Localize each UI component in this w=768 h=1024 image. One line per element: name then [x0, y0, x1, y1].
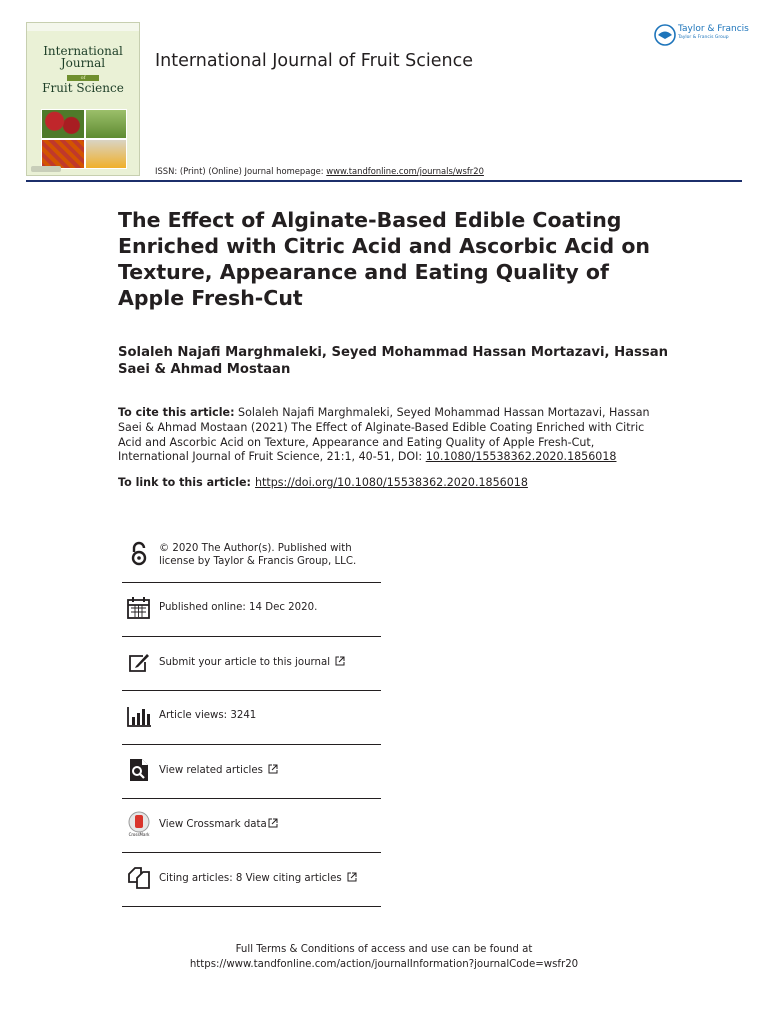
info-row-views [122, 691, 381, 745]
info-row-published [122, 583, 381, 637]
journal-homepage-link[interactable]: www.tandfonline.com/journals/wsfr20 [326, 166, 484, 176]
taylor-francis-logo[interactable] [654, 22, 754, 48]
related-search-icon [126, 757, 152, 783]
external-link-icon [335, 656, 345, 666]
terms-line1: Full Terms & Conditions of access and use can be found at [235, 944, 533, 955]
submit-article-link[interactable] [159, 656, 345, 670]
calendar-icon [126, 595, 152, 621]
open-access-line1: © 2020 The Author(s). Published with [159, 543, 352, 554]
crossmark-icon [126, 811, 152, 837]
article-doi-link[interactable]: https://doi.org/10.1080/15538362.2020.1856018 [254, 476, 528, 489]
crossmark-text: View Crossmark data [159, 819, 267, 830]
citation-label: To cite this article: [118, 406, 235, 419]
cover-title-line2: Journal [60, 56, 106, 70]
header-divider [26, 180, 742, 182]
cover-photos [41, 109, 127, 169]
citation-doi-link[interactable]: 10.1080/15538362.2020.1856018 [425, 450, 617, 464]
citation-block [118, 406, 658, 465]
article-title: The Effect of Alginate-Based Edible Coating Enriched with Citric Acid and Ascorbic Acid on Texture, Appearance and Eating Quality of Apple Fresh-Cut [118, 208, 651, 310]
cover-title-line3: Fruit Science [42, 81, 124, 95]
taylor-francis-icon [654, 24, 676, 46]
publisher-name: Taylor & Francis [678, 24, 749, 34]
info-row-crossmark[interactable] [122, 799, 381, 853]
submit-article-text: Submit your article to this journal [159, 657, 331, 668]
open-access-icon [126, 541, 152, 567]
external-link-icon [268, 764, 278, 774]
crossmark-icon-label: CrossMark [128, 832, 150, 837]
external-link-icon [347, 872, 357, 882]
bar-chart-icon [126, 703, 152, 729]
cover-title-line1: International [43, 44, 123, 58]
external-link-icon [268, 818, 278, 828]
cover-title [27, 45, 139, 94]
related-articles-text: View related articles [159, 765, 263, 776]
cover-photo-produce [41, 139, 85, 169]
journal-name: International Journal of Fruit Science [155, 51, 473, 71]
cover-publisher-mark [31, 166, 61, 172]
edit-document-icon [126, 649, 152, 675]
publisher-subtitle: Taylor & Francis Group [678, 35, 729, 40]
citing-articles-link[interactable] [159, 872, 357, 886]
open-access-text [159, 543, 356, 568]
cover-title-of: of [67, 75, 100, 81]
article-info-list [122, 529, 381, 907]
crossmark-link[interactable] [159, 818, 278, 832]
citing-articles-text: Citing articles: 8 View citing articles [159, 873, 342, 884]
article-authors: Solaleh Najafi Marghmaleki, Seyed Mohammad Hassan Mortazavi, Hassan Saei & Ahmad Mostaan [118, 345, 669, 377]
issn-line [155, 166, 484, 176]
cover-top-strip [27, 23, 139, 31]
citing-documents-icon [126, 865, 152, 891]
info-row-related[interactable] [122, 745, 381, 799]
cover-photo-grove [85, 109, 127, 139]
article-link-block [118, 475, 678, 490]
journal-cover-image [26, 22, 140, 176]
article-link-label: To link to this article: [118, 476, 251, 489]
info-row-citing[interactable] [122, 853, 381, 907]
info-row-submit[interactable] [122, 637, 381, 691]
terms-footer [0, 943, 768, 972]
cover-photo-fruit [41, 109, 85, 139]
related-articles-link[interactable] [159, 764, 278, 778]
issn-text: ISSN: (Print) (Online) Journal homepage: [155, 166, 327, 176]
article-views: Article views: 3241 [159, 710, 257, 721]
cover-photo-tree [85, 139, 127, 169]
info-row-open-access [122, 529, 381, 583]
published-date: Published online: 14 Dec 2020. [159, 602, 318, 613]
citation-text: Solaleh Najafi Marghmaleki, Seyed Mohammad Hassan Mortazavi, Hassan Saei & Ahmad Mostaan (2021) The Effect of Alginate-Based Edible Coating Enriched with Citric Acid and Ascorbic Acid on Texture, Appearance and Eating Quality of Apple Fresh-Cut, International Journal of Fruit Science, 21:1, 40-51, DOI: [118, 406, 650, 464]
open-access-line2: license by Taylor & Francis Group, LLC. [159, 555, 357, 567]
terms-line2-url[interactable]: https://www.tandfonline.com/action/journalInformation?journalCode=wsfr20 [189, 958, 579, 970]
